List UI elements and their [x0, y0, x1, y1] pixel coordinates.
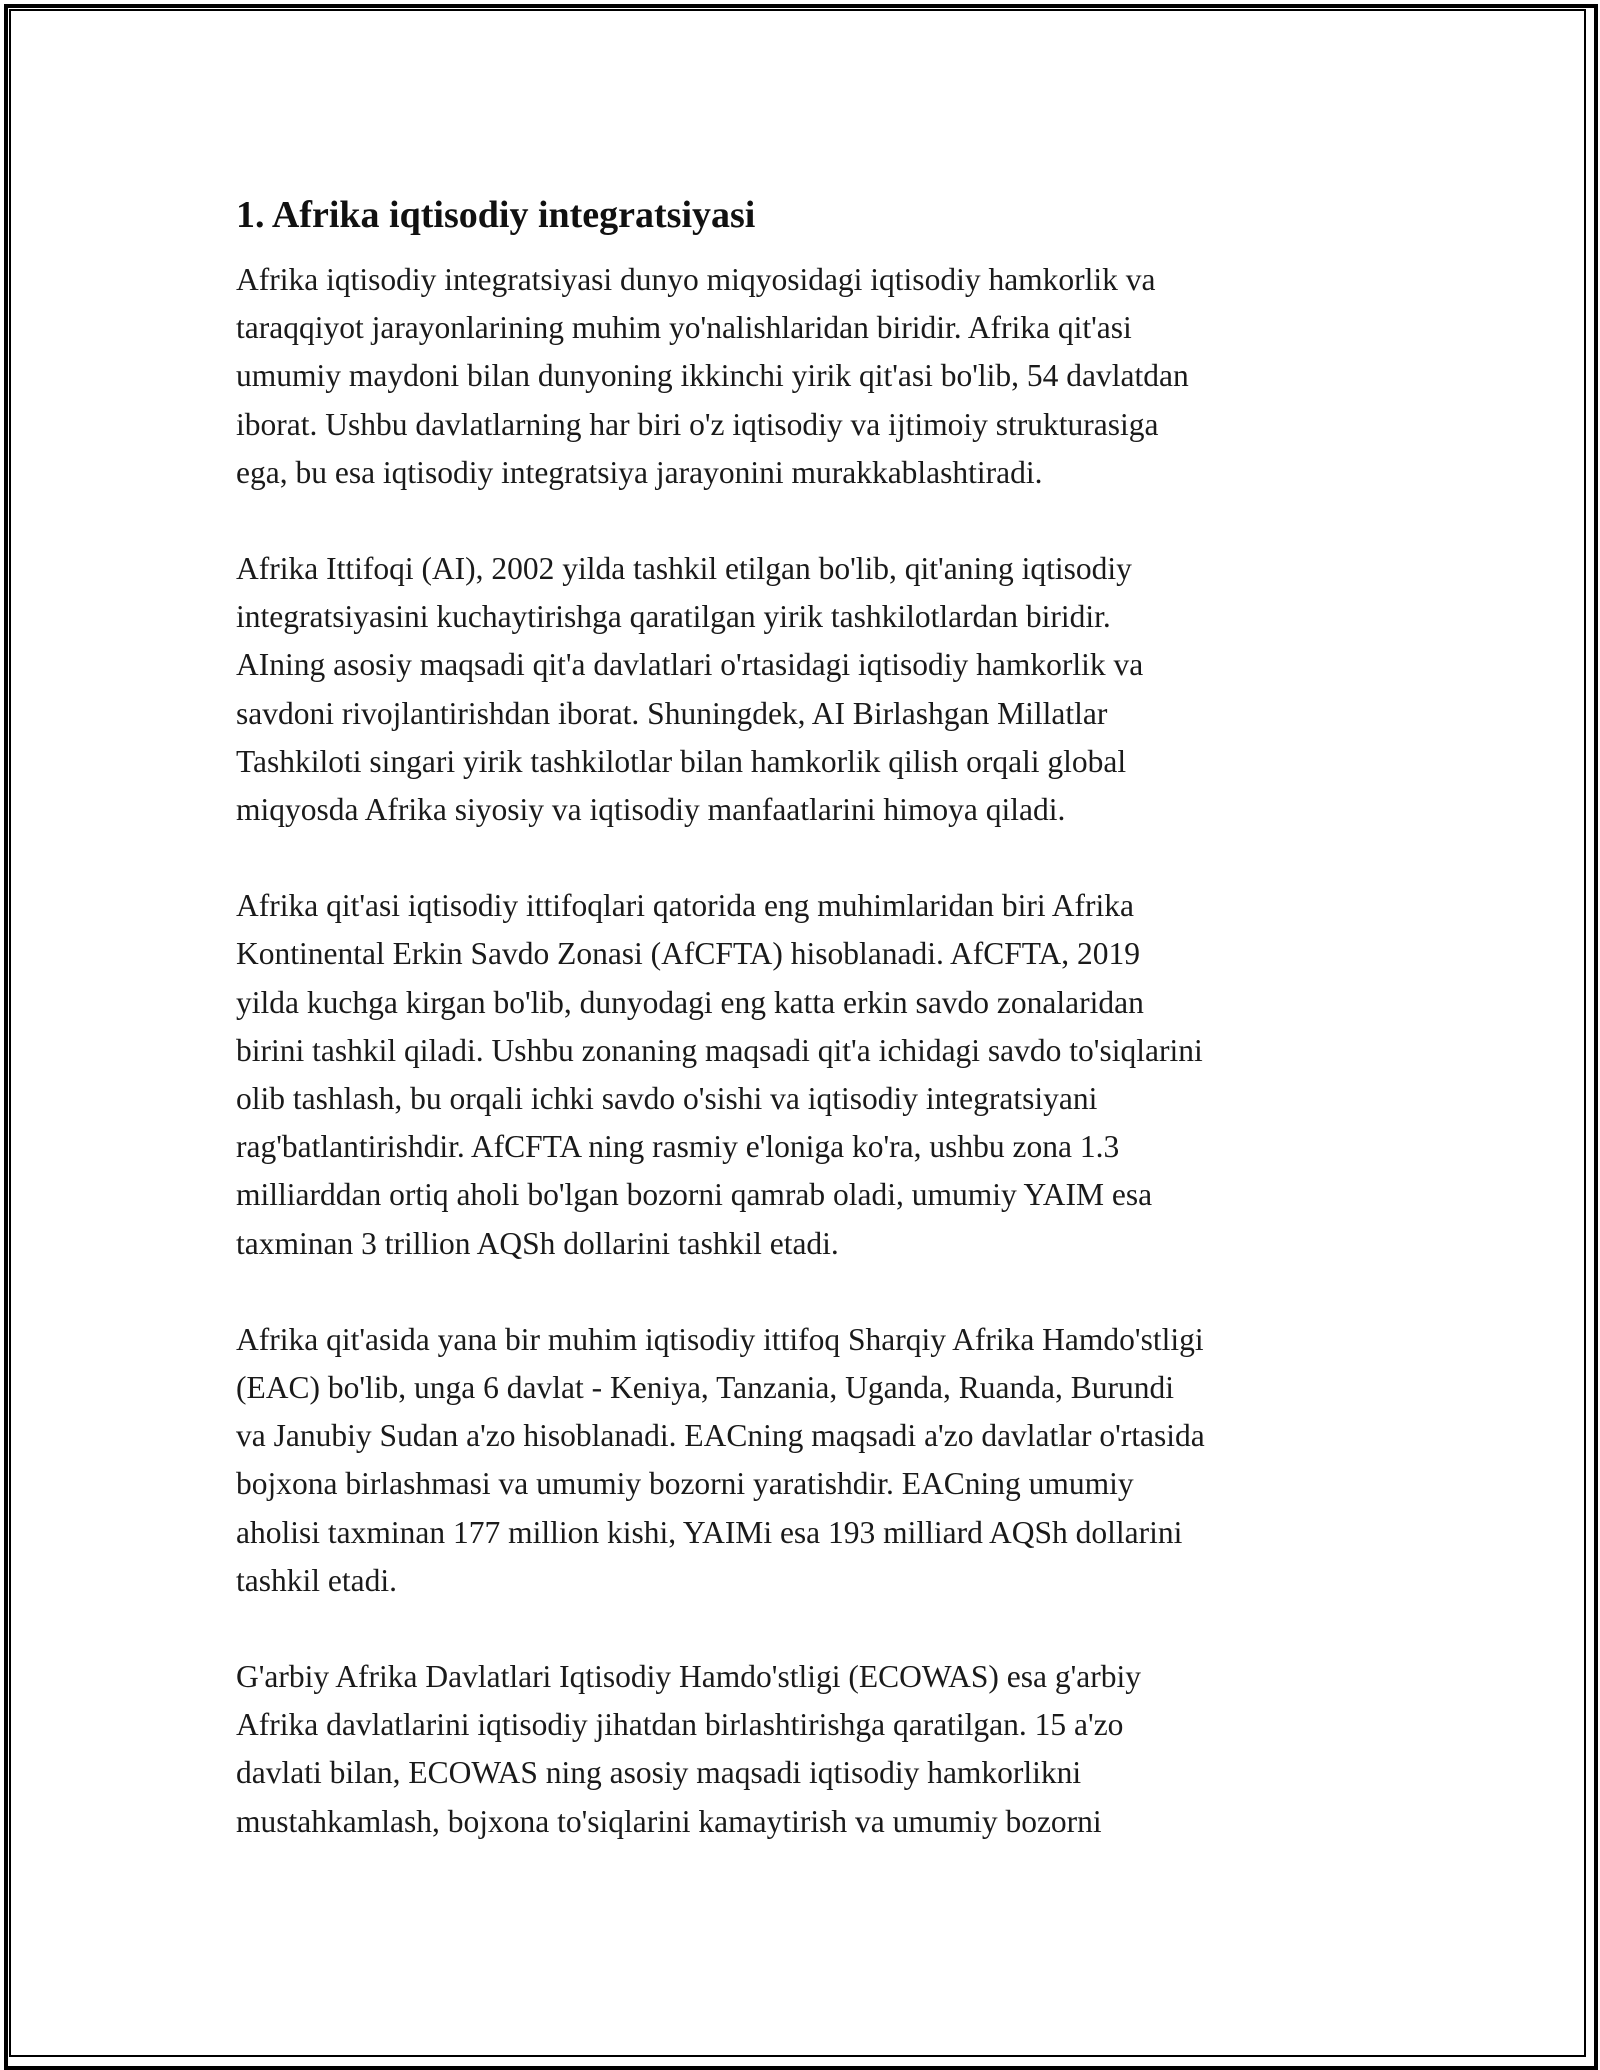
text-line: olib tashlash, bu orqali ichki savdo o'sishi va iqtisodiy integratsiyani: [236, 1081, 1098, 1117]
text-line: taxminan 3 trillion AQSh dollarini tashkil etadi.: [236, 1225, 839, 1261]
document-body: [236, 186, 1376, 1894]
paragraph-2: [236, 545, 1376, 834]
text-line: integratsiyasini kuchaytirishga qaratilgan yirik tashkilotlardan biridir.: [236, 599, 1111, 635]
text-line: iborat. Ushbu davlatlarning har biri o'z iqtisodiy va ijtimoiy strukturasiga: [236, 406, 1159, 442]
text-line: ega, bu esa iqtisodiy integratsiya jarayonini murakkablashtiradi.: [236, 454, 1043, 490]
text-line: taraqqiyot jarayonlarining muhim yo'nalishlaridan biridir. Afrika qit'asi: [236, 310, 1132, 346]
text-line: mustahkamlash, bojxona to'siqlarini kamaytirish va umumiy bozorni: [236, 1803, 1102, 1839]
text-line: AIning asosiy maqsadi qit'a davlatlari o'rtasidagi iqtisodiy hamkorlik va: [236, 647, 1144, 683]
text-line: Afrika iqtisodiy integratsiyasi dunyo miqyosidagi iqtisodiy hamkorlik va: [236, 262, 1156, 297]
text-line: Kontinental Erkin Savdo Zonasi (AfCFTA) hisoblanadi. AfCFTA, 2019: [236, 936, 1140, 972]
text-line: rag'batlantirishdir. AfCFTA ning rasmiy e'loniga ko'ra, ushbu zona 1.3: [236, 1129, 1120, 1165]
text-line: tashkil etadi.: [236, 1562, 397, 1598]
section-heading: 1. Afrika iqtisodiy integratsiyasi: [236, 194, 756, 236]
text-line: Afrika qit'asi iqtisodiy ittifoqlari qatorida eng muhimlaridan biri Afrika: [236, 888, 1134, 924]
text-line: Afrika davlatlarini iqtisodiy jihatdan birlashtirishga qaratilgan. 15 a'zo: [236, 1707, 1124, 1743]
text-line: Tashkiloti singari yirik tashkilotlar bilan hamkorlik qilish orqali global: [236, 743, 1127, 779]
text-line: yilda kuchga kirgan bo'lib, dunyodagi eng katta erkin savdo zonalaridan: [236, 984, 1144, 1020]
text-line: aholisi taxminan 177 million kishi, YAIMi esa 193 milliard AQSh dollarini: [236, 1514, 1183, 1550]
paragraph-5: [236, 1653, 1376, 1846]
paragraph-4: [236, 1316, 1376, 1605]
text-line: va Janubiy Sudan a'zo hisoblanadi. EACning maqsadi a'zo davlatlar o'rtasida: [236, 1418, 1205, 1454]
text-line: (EAC) bo'lib, unga 6 davlat - Keniya, Tanzania, Uganda, Ruanda, Burundi: [236, 1370, 1175, 1406]
text-line: G'arbiy Afrika Davlatlari Iqtisodiy Hamdo'stligi (ECOWAS) esa g'arbiy: [236, 1659, 1141, 1695]
paragraph-3: [236, 882, 1376, 1268]
text-line: milliarddan ortiq aholi bo'lgan bozorni qamrab oladi, umumiy YAIM esa: [236, 1177, 1153, 1213]
paragraph-1: [236, 256, 1376, 497]
text-line: umumiy maydoni bilan dunyoning ikkinchi yirik qit'asi bo'lib, 54 davlatdan: [236, 358, 1189, 394]
text-line: miqyosda Afrika siyosiy va iqtisodiy manfaatlarini himoya qiladi.: [236, 792, 1066, 828]
text-line: Afrika Ittifoqi (AI), 2002 yilda tashkil etilgan bo'lib, qit'aning iqtisodiy: [236, 551, 1132, 587]
text-line: birini tashkil qiladi. Ushbu zonaning maqsadi qit'a ichidagi savdo to'siqlarini: [236, 1032, 1203, 1068]
text-line: savdoni rivojlantirishdan iborat. Shuningdek, AI Birlashgan Millatlar: [236, 695, 1108, 731]
text-line: Afrika qit'asida yana bir muhim iqtisodiy ittifoq Sharqiy Afrika Hamdo'stligi: [236, 1321, 1204, 1357]
text-line: davlati bilan, ECOWAS ning asosiy maqsadi iqtisodiy hamkorlikni: [236, 1755, 1082, 1791]
text-line: bojxona birlashmasi va umumiy bozorni yaratishdir. EACning umumiy: [236, 1466, 1134, 1502]
